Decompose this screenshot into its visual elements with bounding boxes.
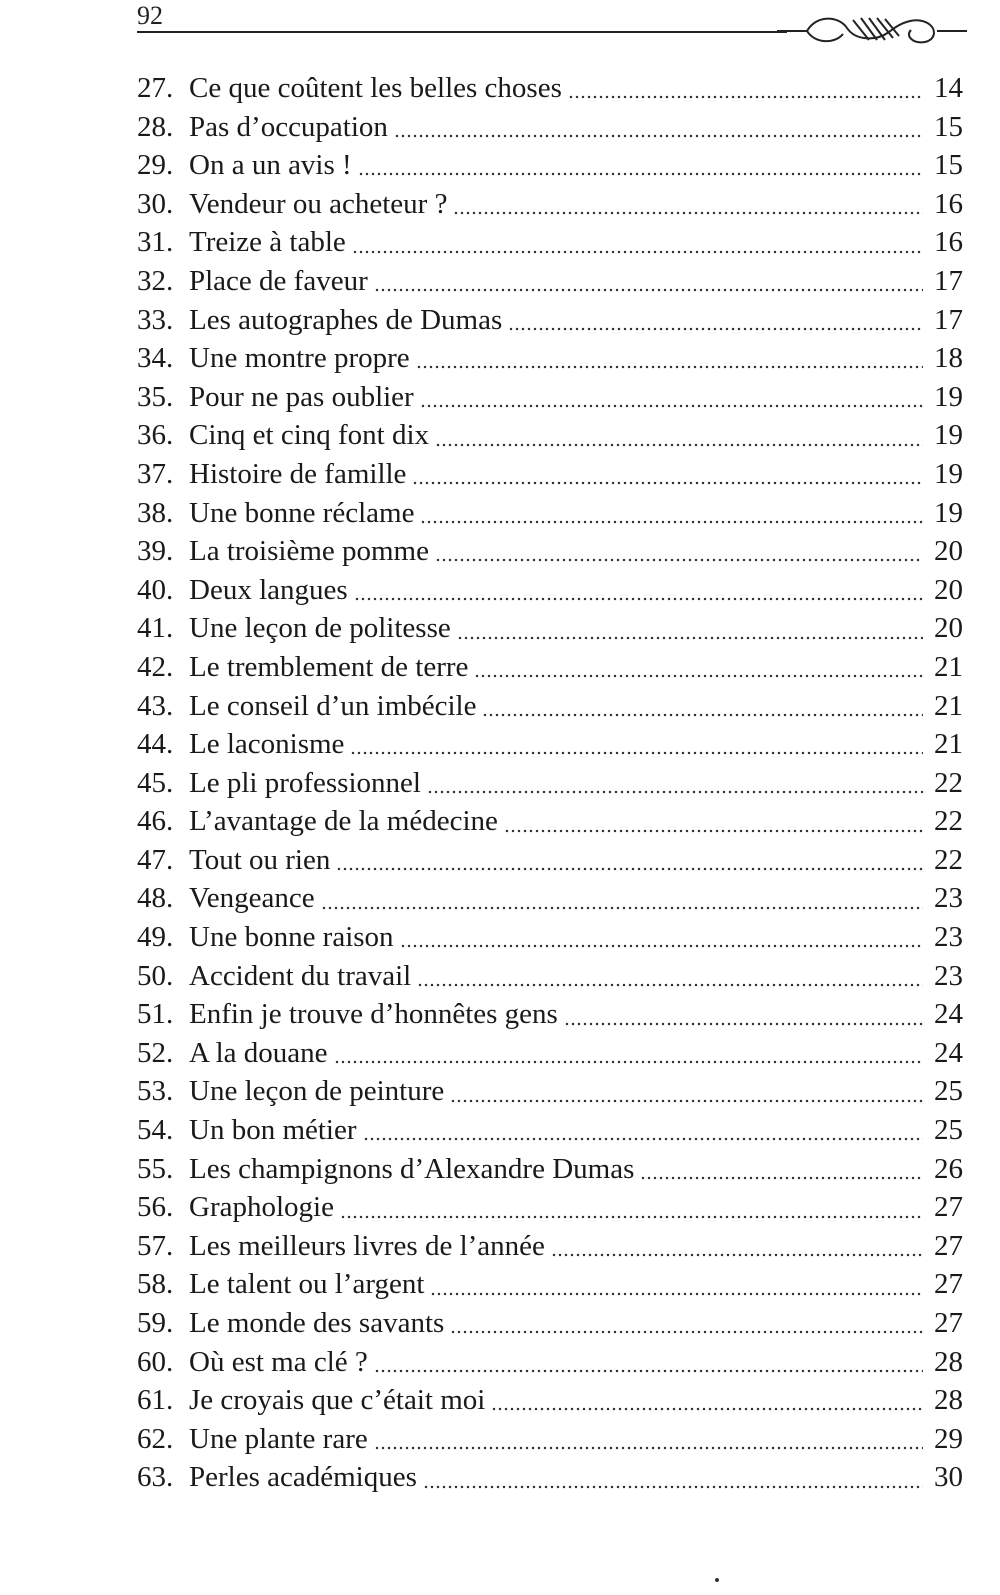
entry-page-number: 15 [934,110,963,143]
dot-leader [427,788,923,796]
entry-page-number: 28 [934,1345,963,1378]
entry-title: Les meilleurs livres de l’année [189,1229,545,1262]
entry-title: Une montre propre [189,342,410,375]
dot-leader [450,1328,923,1336]
dot-leader [430,1290,923,1298]
dot-leader [453,209,923,217]
entry-number: 50. [137,959,174,992]
entry-number: 40. [137,573,174,606]
toc-entry [137,1420,963,1459]
entry-title: Vendeur ou acheteur ? [189,187,448,220]
dot-leader [435,556,923,564]
dot-leader [354,595,923,603]
dot-leader [640,1174,923,1182]
entry-number: 36. [137,419,174,452]
entry-number: 37. [137,457,174,490]
entry-page-number: 20 [934,573,963,606]
entry-page-number: 24 [934,998,963,1031]
toc-entry [137,494,963,533]
entry-number: 52. [137,1036,174,1069]
toc-entry [137,1150,963,1189]
entry-page-number: 21 [934,728,963,761]
entry-page-number: 17 [934,303,963,336]
entry-page-number: 23 [934,959,963,992]
toc-entry [137,1188,963,1227]
entry-number: 35. [137,380,174,413]
entry-title: Une plante rare [189,1422,368,1455]
entry-page-number: 20 [934,535,963,568]
entry-page-number: 22 [934,843,963,876]
entry-title: Cinq et cinq font dix [189,419,430,452]
dot-leader [352,248,923,256]
entry-number: 54. [137,1114,174,1147]
entry-page-number: 19 [934,496,963,529]
dot-leader [568,93,923,101]
entry-number: 48. [137,882,174,915]
entry-page-number: 26 [934,1152,963,1185]
toc-entry [137,416,963,455]
entry-number: 59. [137,1307,174,1339]
entry-title: Histoire de famille [189,457,407,490]
entry-title: Place de faveur [189,264,368,297]
entry-number: 41. [137,612,174,645]
entry-title: Tout ou rien [189,843,331,876]
entry-title: Les champignons d’Alexandre Dumas [189,1152,635,1185]
dot-leader [504,827,923,835]
dot-leader [321,904,923,912]
entry-title: Pas d’occupation [189,110,388,143]
entry-number: 28. [137,110,174,143]
toc-entry [137,1304,963,1343]
toc-entry [137,571,963,610]
dot-leader [350,749,923,757]
entry-title: La troisième pomme [189,535,429,568]
toc-entry [137,339,963,378]
dot-leader [363,1135,923,1143]
entry-page-number: 21 [934,689,963,722]
dot-leader [420,402,923,410]
entry-title: Une leçon de peinture [189,1075,445,1108]
entry-title: Le talent ou l’argent [189,1268,425,1301]
toc-entry [137,1381,963,1420]
dot-leader [450,1097,923,1105]
entry-number: 42. [137,650,174,683]
entry-page-number: 15 [934,149,963,182]
dot-leader [394,132,923,140]
toc-entry [137,1034,963,1073]
toc-entry [137,802,963,841]
dot-leader [374,1444,923,1452]
toc-entry [137,609,963,648]
entry-page-number: 29 [934,1422,963,1455]
entry-title: Une bonne raison [189,921,394,954]
entry-number: 57. [137,1229,174,1262]
dot-leader [482,711,923,719]
toc-entry [137,223,963,262]
entry-page-number: 27 [934,1229,963,1262]
entry-title: Vengeance [189,882,315,915]
entry-title: Un bon métier [189,1114,357,1147]
page-header [137,0,967,50]
entry-number: 63. [137,1461,174,1494]
entry-title: Accident du travail [189,959,412,992]
entry-page-number: 21 [934,650,963,683]
toc-entry [137,725,963,764]
dot-leader [358,170,923,178]
entry-number: 38. [137,496,174,529]
entry-page-number: 23 [934,882,963,915]
entry-number: 33. [137,303,174,336]
entry-title: Une bonne réclame [189,496,415,529]
entry-number: 39. [137,535,174,568]
entry-page-number: 19 [934,457,963,490]
dot-leader [423,1483,923,1491]
toc-entry [137,185,963,224]
entry-title: Pour ne pas oublier [189,380,414,413]
header-rule [137,31,787,33]
toc-entry [137,532,963,571]
entry-page-number: 27 [934,1268,963,1301]
entry-number: 53. [137,1075,174,1108]
entry-title: Treize à table [189,226,346,259]
dot-leader [340,1213,923,1221]
dot-leader [412,479,923,487]
dot-leader [435,441,923,449]
entry-page-number: 23 [934,921,963,954]
entry-title: Ce que coûtent les belles choses [189,72,562,104]
dot-leader [400,942,923,950]
entry-number: 29. [137,149,174,182]
stray-dot [715,1578,719,1582]
dot-leader [551,1251,923,1259]
entry-number: 45. [137,766,174,799]
toc-entry [137,1227,963,1266]
entry-page-number: 18 [934,342,963,375]
page-number: 92 [137,1,163,30]
toc-entry [137,995,963,1034]
toc-entry [137,957,963,996]
toc-entry [137,687,963,726]
entry-title: Graphologie [189,1191,334,1224]
dot-leader [374,286,923,294]
entry-number: 55. [137,1152,174,1185]
entry-page-number: 25 [934,1075,963,1108]
dot-leader [564,1020,923,1028]
entry-page-number: 19 [934,419,963,452]
entry-number: 51. [137,998,174,1031]
dot-leader [420,518,923,526]
entry-title: Où est ma clé ? [189,1345,368,1378]
entry-page-number: 25 [934,1114,963,1147]
toc-entry [137,69,963,108]
dot-leader [417,981,923,989]
entry-title: Le pli professionnel [189,766,421,799]
toc-entry [137,1458,963,1497]
entry-number: 27. [137,72,174,104]
dot-leader [334,1058,923,1066]
entry-number: 44. [137,728,174,761]
entry-number: 62. [137,1422,174,1455]
entry-number: 47. [137,843,174,876]
toc-entry [137,841,963,880]
entry-title: On a un avis ! [189,149,352,182]
entry-number: 56. [137,1191,174,1224]
toc-entry [137,108,963,147]
entry-title: A la douane [189,1036,328,1069]
table-of-contents [137,69,963,1497]
toc-entry [137,455,963,494]
toc-entry [137,648,963,687]
entry-page-number: 22 [934,766,963,799]
ornament-flourish-icon [777,10,967,50]
entry-title: Enfin je trouve d’honnêtes gens [189,998,558,1031]
entry-page-number: 17 [934,264,963,297]
entry-page-number: 30 [934,1461,963,1494]
toc-entry [137,301,963,340]
toc-entry [137,764,963,803]
entry-title: L’avantage de la médecine [189,805,498,838]
entry-title: Deux langues [189,573,348,606]
entry-number: 60. [137,1345,174,1378]
toc-entry [137,1072,963,1111]
entry-number: 46. [137,805,174,838]
entry-page-number: 16 [934,226,963,259]
entry-number: 30. [137,187,174,220]
entry-page-number: 27 [934,1191,963,1224]
entry-title: Le laconisme [189,728,345,761]
entry-number: 34. [137,342,174,375]
entry-title: Le monde des savants [189,1307,445,1339]
entry-number: 58. [137,1268,174,1301]
toc-entry [137,146,963,185]
toc-entry [137,1111,963,1150]
entry-title: Je croyais que c’était moi [189,1384,486,1417]
entry-title: Le conseil d’un imbécile [189,689,477,722]
entry-page-number: 16 [934,187,963,220]
toc-entry [137,378,963,417]
dot-leader [336,865,923,873]
toc-entry [137,918,963,957]
entry-title: Les autographes de Dumas [189,303,503,336]
dot-leader [508,325,923,333]
entry-number: 32. [137,264,174,297]
toc-entry [137,879,963,918]
dot-leader [491,1405,923,1413]
dot-leader [416,363,923,371]
entry-number: 49. [137,921,174,954]
toc-entry [137,1343,963,1382]
entry-title: Une leçon de politesse [189,612,451,645]
dot-leader [374,1367,923,1375]
toc-entry [137,1265,963,1304]
entry-title: Perles académiques [189,1461,417,1494]
entry-page-number: 27 [934,1307,963,1339]
entry-page-number: 14 [934,72,963,104]
entry-number: 61. [137,1384,174,1417]
entry-page-number: 24 [934,1036,963,1069]
entry-page-number: 28 [934,1384,963,1417]
entry-title: Le tremblement de terre [189,650,469,683]
entry-number: 43. [137,689,174,722]
dot-leader [457,634,923,642]
entry-number: 31. [137,226,174,259]
entry-page-number: 20 [934,612,963,645]
entry-page-number: 19 [934,380,963,413]
entry-page-number: 22 [934,805,963,838]
toc-entry [137,262,963,301]
dot-leader [474,672,923,680]
